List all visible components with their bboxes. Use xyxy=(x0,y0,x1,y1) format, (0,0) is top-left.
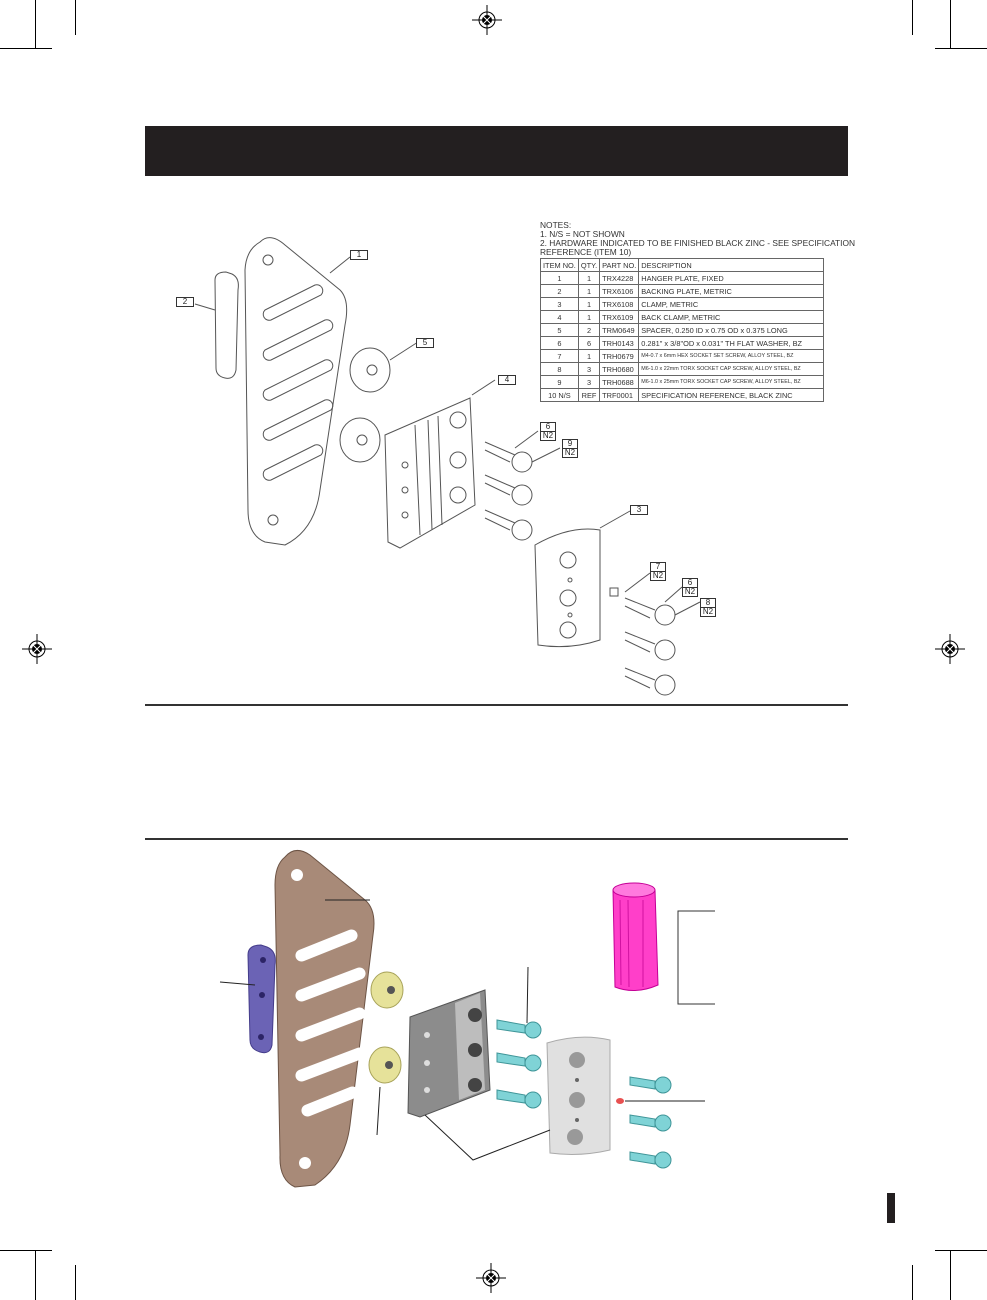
crop-mark xyxy=(0,1250,52,1251)
table-row: 9 3 TRH0688 M6-1.0 x 25mm TORX SOCKET CAP SCREW, ALLOY STEEL, BZ xyxy=(541,376,824,389)
callout-7: 7 N2 xyxy=(650,562,666,581)
color-assembly-render xyxy=(215,845,715,1190)
callout-6a: 6 N2 xyxy=(540,422,556,441)
crop-mark xyxy=(35,0,36,48)
bom-col-part: PART NO. xyxy=(600,259,639,272)
crop-mark xyxy=(75,0,76,35)
crop-mark xyxy=(950,0,951,48)
table-row: 2 1 TRX6106 BACKING PLATE, METRIC xyxy=(541,285,824,298)
crop-mark xyxy=(935,1250,987,1251)
callout-5: 5 xyxy=(416,338,434,348)
page-edge-tab xyxy=(887,1193,895,1223)
table-row: 7 1 TRH0679 M4-0.7 x 6mm HEX SOCKET SET SCREW, ALLOY STEEL, BZ xyxy=(541,350,824,363)
bom-col-desc: DESCRIPTION xyxy=(639,259,824,272)
hanger-plate-outline xyxy=(245,238,347,545)
crop-mark xyxy=(75,1265,76,1300)
bom-col-item: ITEM NO. xyxy=(541,259,579,272)
crop-mark xyxy=(912,1265,913,1300)
crop-mark xyxy=(935,48,987,49)
callout-6b: 6 N2 xyxy=(682,578,698,597)
callout-8: 8 N2 xyxy=(700,598,716,617)
callout-9: 9 N2 xyxy=(562,439,578,458)
callout-3: 3 xyxy=(630,505,648,515)
bom-col-qty: QTY. xyxy=(578,259,599,272)
section-header-bar xyxy=(145,126,848,176)
crop-mark xyxy=(950,1250,951,1300)
notes-line-2b: REFERENCE (ITEM 10) xyxy=(540,247,632,257)
section-divider-top xyxy=(145,704,848,706)
bom-header-row xyxy=(541,259,824,272)
notes-line-1: 1. N/S = NOT SHOWN xyxy=(540,229,625,239)
table-row: 10 N/S REF TRF0001 SPECIFICATION REFERENCE, BLACK ZINC xyxy=(541,389,824,402)
empty-inset-box xyxy=(678,911,715,1004)
table-row: 3 1 TRX6108 CLAMP, METRIC xyxy=(541,298,824,311)
callout-1: 1 xyxy=(350,250,368,260)
crop-mark xyxy=(912,0,913,35)
table-row: 4 1 TRX6109 BACK CLAMP, METRIC xyxy=(541,311,824,324)
table-row: 6 6 TRH0143 0.281" x 3/8"OD x 0.031" TH FLAT WASHER, BZ xyxy=(541,337,824,350)
registration-mark-bottom xyxy=(476,1263,506,1293)
clamp-outline xyxy=(535,529,600,647)
notes-title: NOTES: xyxy=(540,220,572,230)
registration-mark-top xyxy=(472,5,502,35)
drawing-notes xyxy=(540,220,856,257)
crop-mark xyxy=(35,1250,36,1300)
section-divider-bottom xyxy=(145,838,848,840)
callout-2: 2 xyxy=(176,297,194,307)
callout-4: 4 xyxy=(498,375,516,385)
registration-mark-right xyxy=(935,634,965,664)
backing-plate-outline xyxy=(215,272,238,378)
registration-mark-left xyxy=(22,634,52,664)
notes-line-2a: 2. HARDWARE INDICATED TO BE FINISHED BLACK ZINC - SEE SPECIFICATION xyxy=(540,238,856,248)
bill-of-materials-table xyxy=(540,258,824,402)
table-row: 1 1 TRX4228 HANGER PLATE, FIXED xyxy=(541,272,824,285)
table-row: 8 3 TRH0680 M6-1.0 x 22mm TORX SOCKET CAP SCREW, ALLOY STEEL, BZ xyxy=(541,363,824,376)
crop-mark xyxy=(0,48,52,49)
table-row: 5 2 TRM0649 SPACER, 0.250 ID x 0.75 OD x 0.375 LONG xyxy=(541,324,824,337)
